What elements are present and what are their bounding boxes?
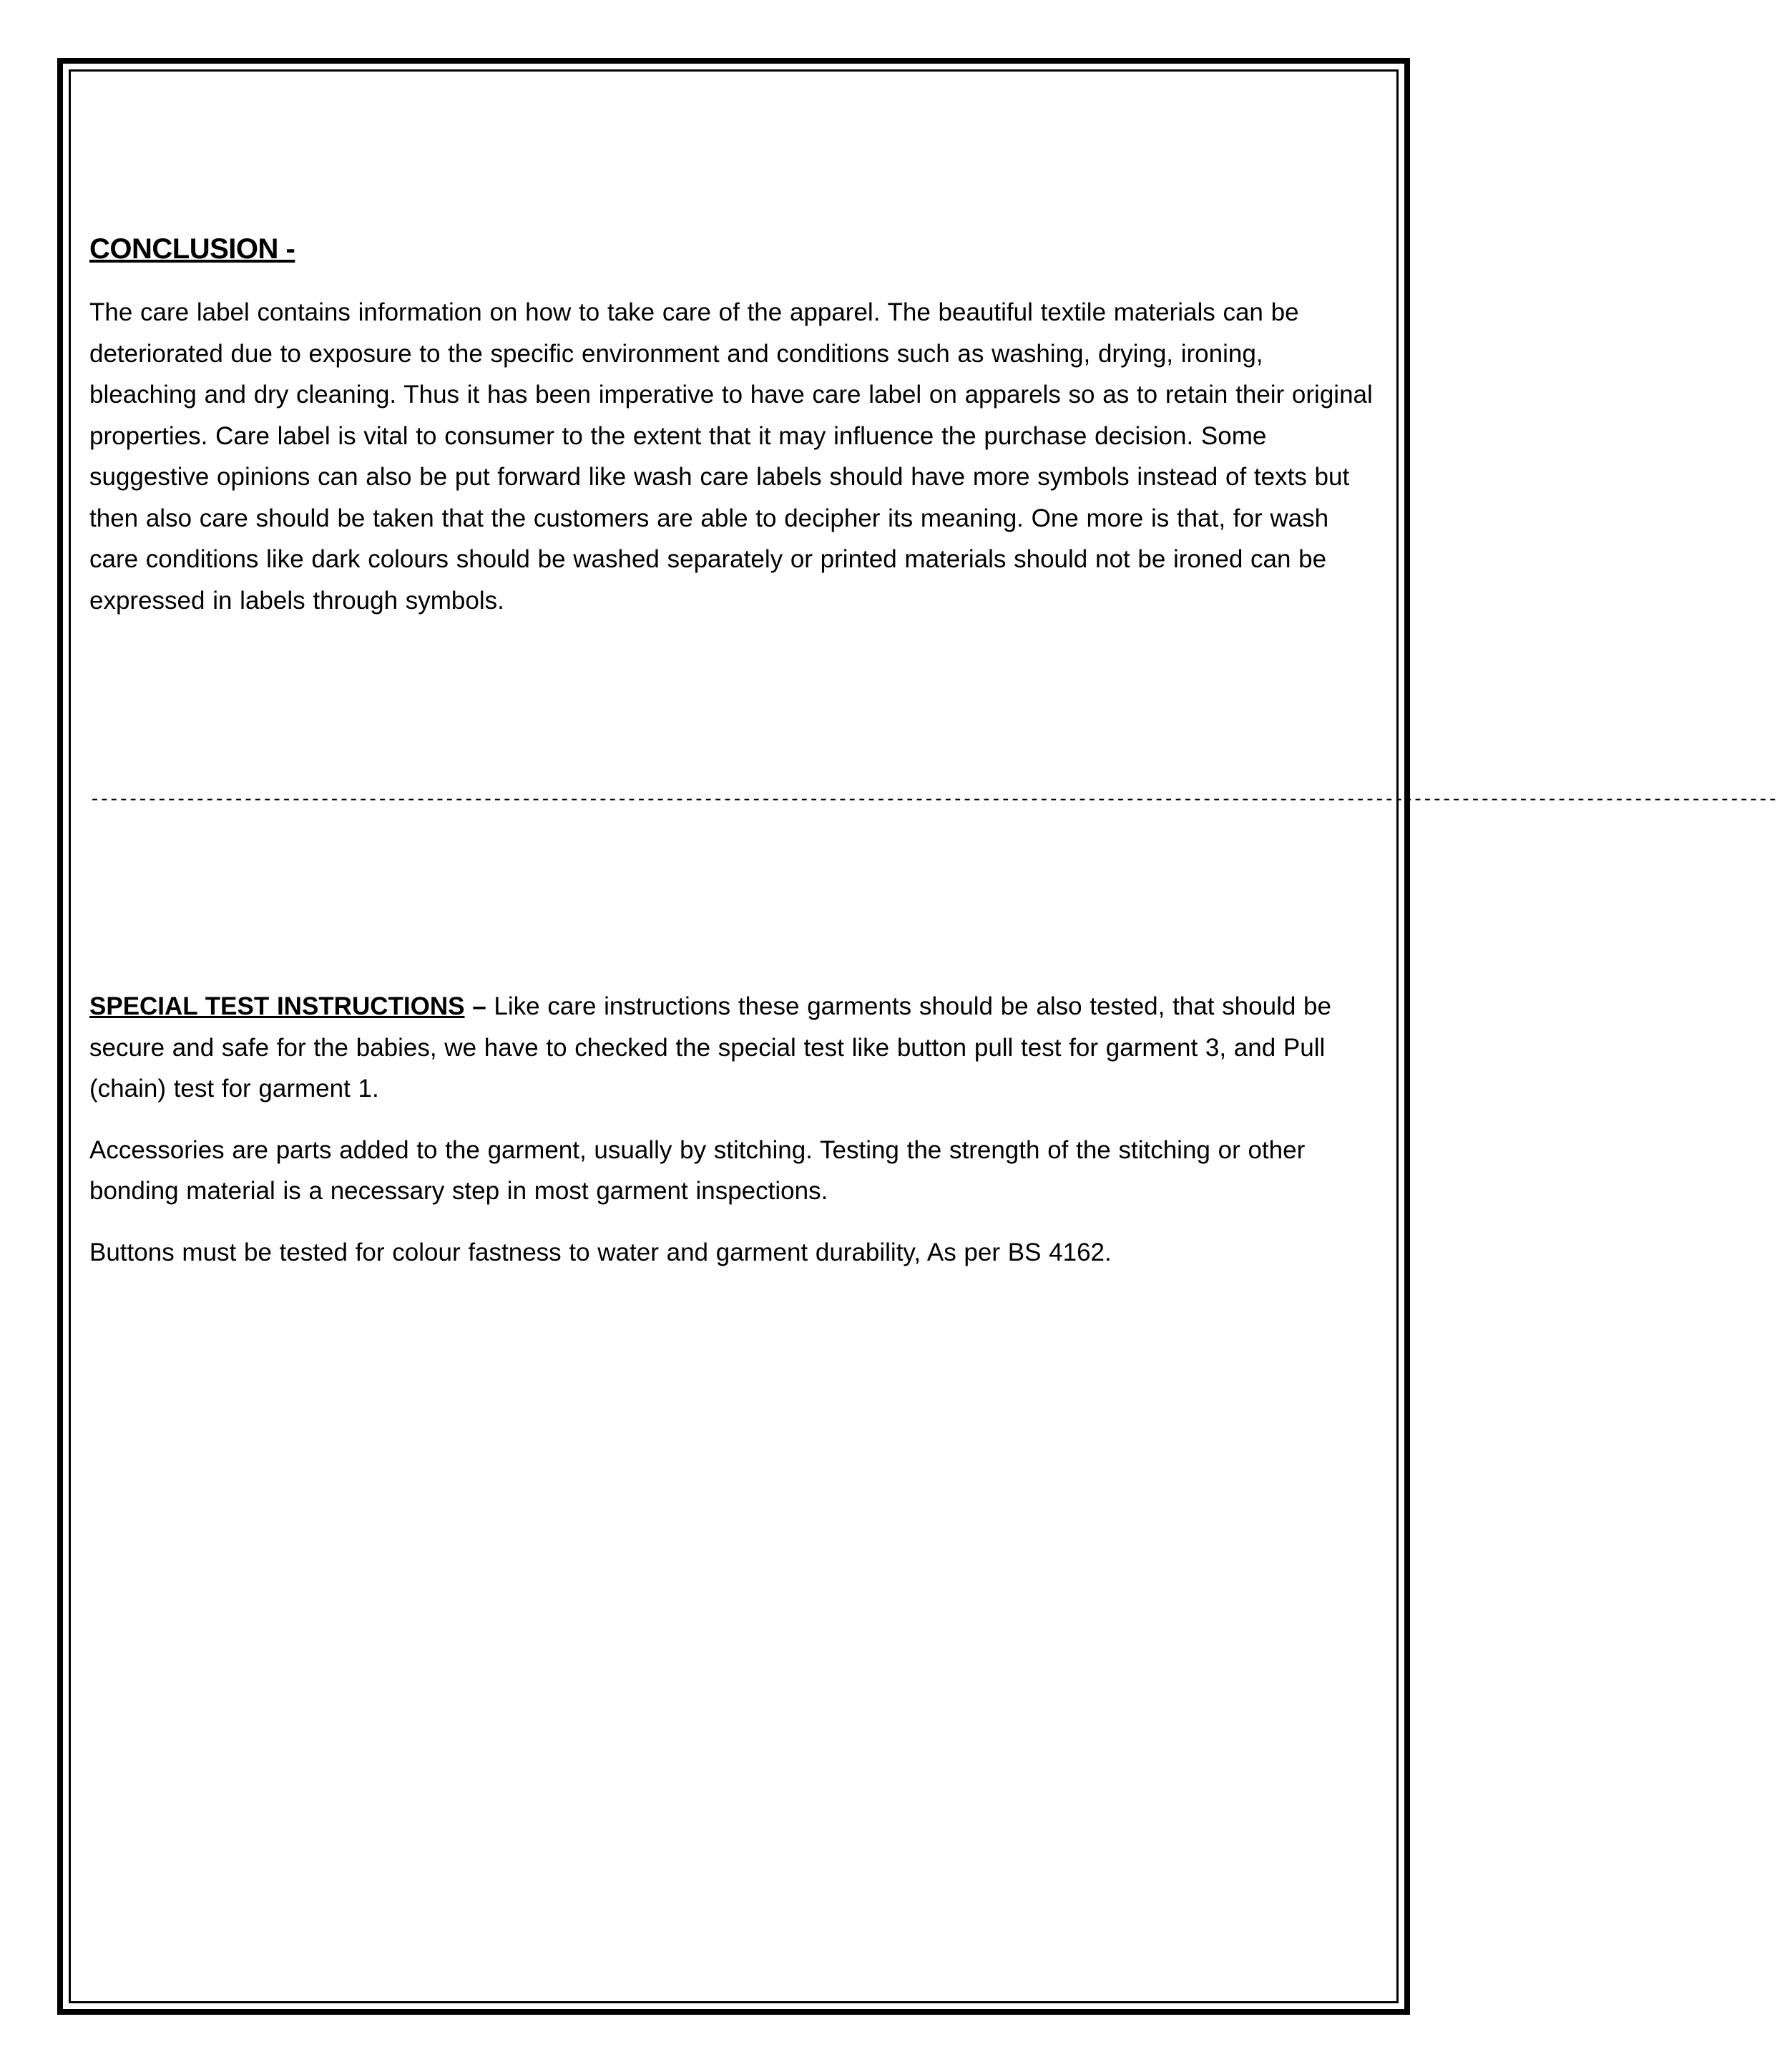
conclusion-heading: CONCLUSION - [89,233,295,265]
heading-dash: – [464,992,494,1020]
special-tests-intro-paragraph [89,986,1377,1110]
buttons-paragraph: Buttons must be tested for colour fastness to water and garment durability, As per BS 4162. [89,1238,1112,1266]
conclusion-paragraph: The care label contains information on how to take care of the apparel. The beautiful textile materials can be deteriorated due to exposure to the specific environment and conditions such as washing, drying, ironing, bleaching and dry cleaning. Thus it has been imperative to have care label on apparels so as to retain their original properties. Care label is vital to consumer to the extent that it may influence the purchase decision. Some suggestive opinions can also be put forward like wash care labels should have more symbols instead of texts but then also care should be taken that the customers are able to decipher its meaning. One more is that, for wash care conditions like dark colours should be washed separately or printed materials should not be ironed can be expressed in labels through symbols. [89,298,1373,615]
special-tests-section [89,986,1377,1293]
conclusion-section [89,228,1377,621]
special-tests-intro: Like care instructions these garments should be also tested, that should be secure and safe for the babies, we have to checked the special test like button pull test for garment 3, and Pull (chain) test for garment 1. [89,992,1331,1103]
section-divider: -------------------------------------------------------------------------------------------------------------------------------------------------------------------------------- [89,789,1777,810]
special-tests-heading: SPECIAL TEST INSTRUCTIONS [89,992,465,1020]
accessories-paragraph: Accessories are parts added to the garment, usually by stitching. Testing the strength of the stitching or other bonding material is a necessary step in most garment inspections. [89,1135,1306,1205]
